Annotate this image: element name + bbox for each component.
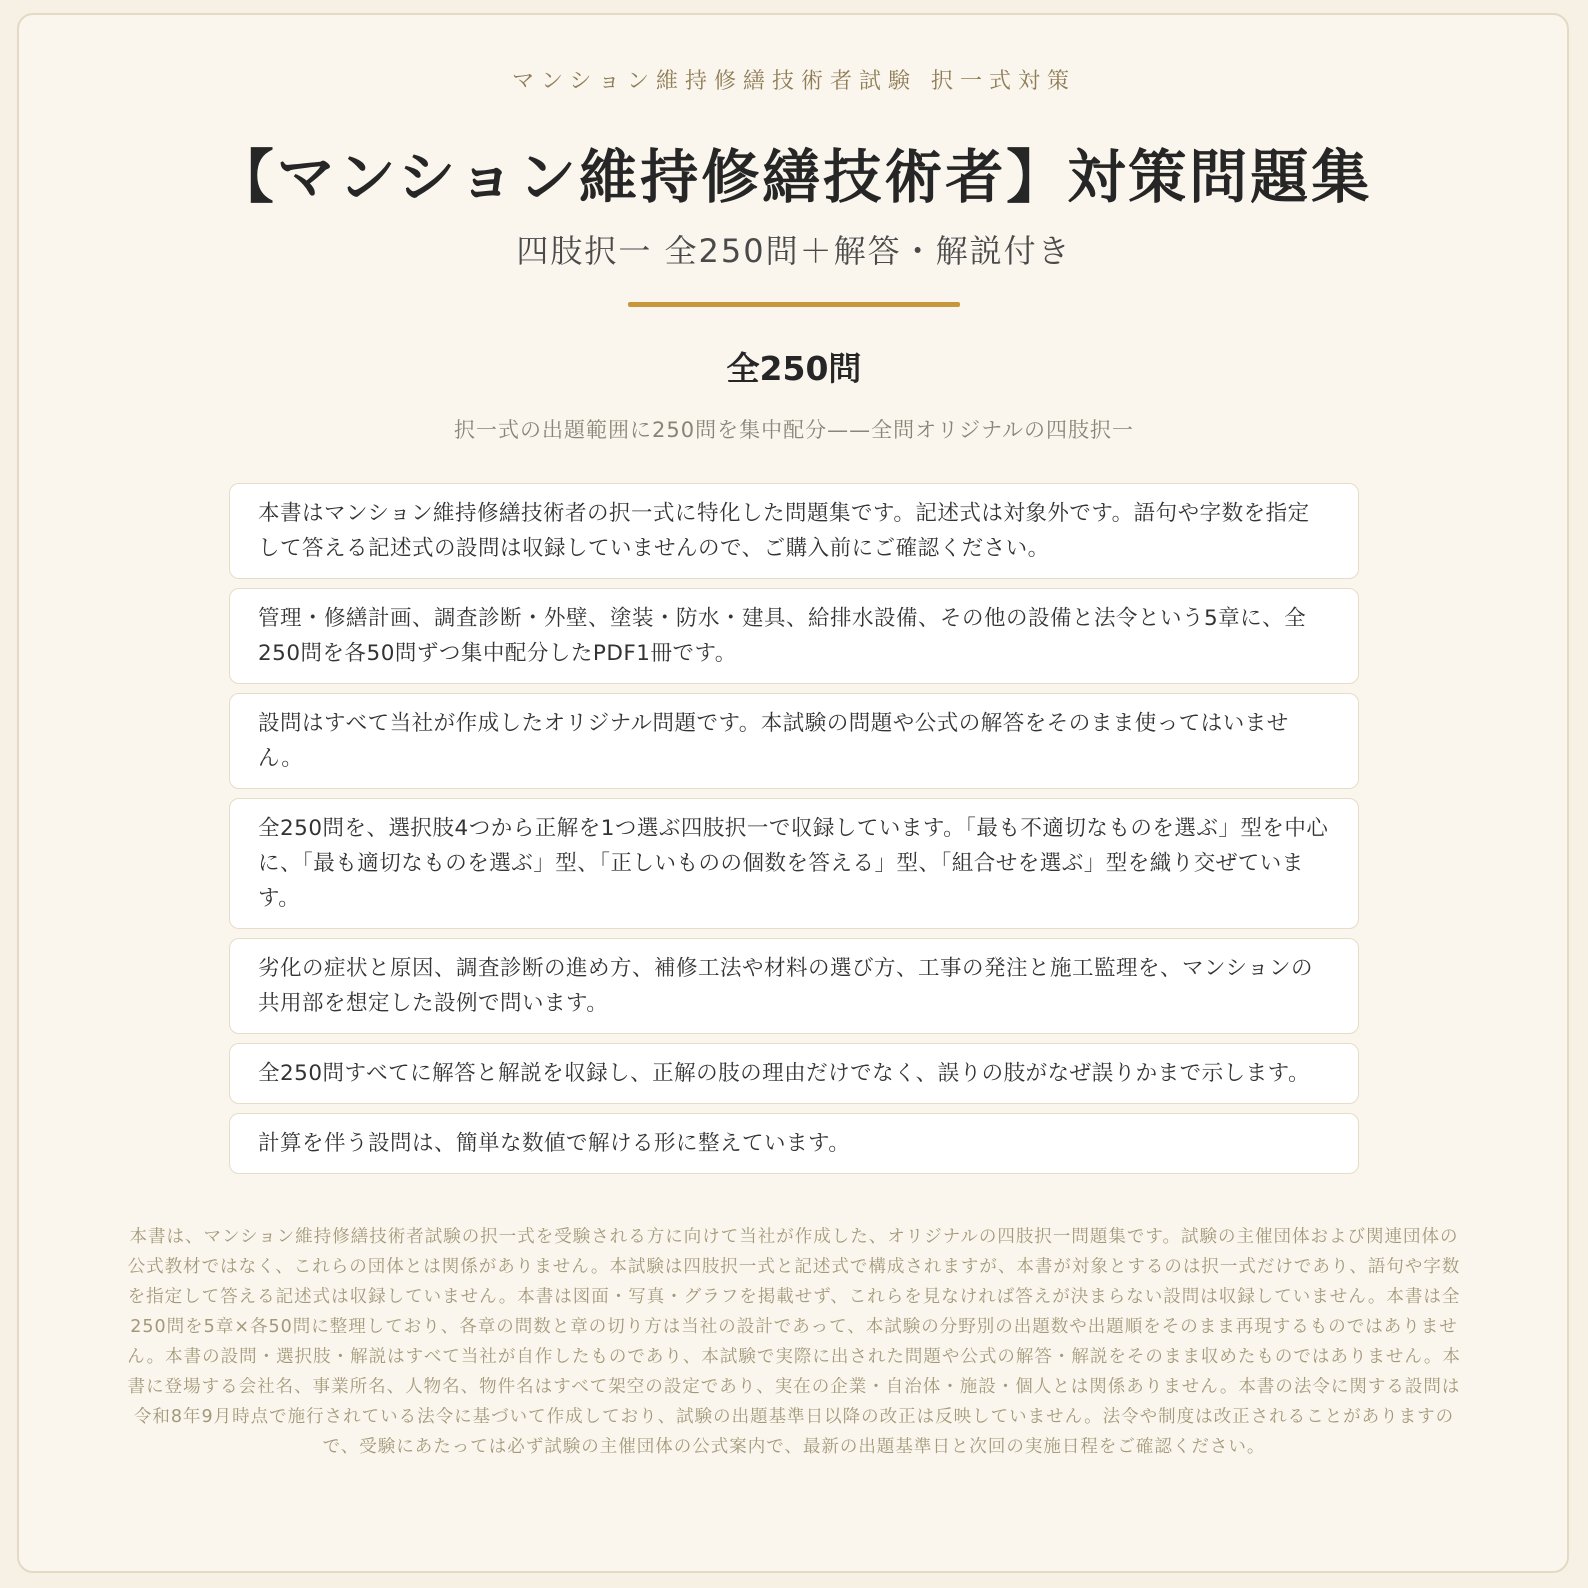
feature-card: 全250問すべてに解答と解説を収録し、正解の肢の理由だけでなく、誤りの肢がなぜ誤りかまで示します。 <box>229 1043 1359 1104</box>
page-subtitle: 四肢択一 全250問＋解答・解説付き <box>516 232 1072 270</box>
feature-card: 管理・修繕計画、調査診断・外壁、塗装・防水・建具、給排水設備、その他の設備と法令という5章に、全250問を各50問ずつ集中配分したPDF1冊です。 <box>229 588 1359 684</box>
feature-card: 劣化の症状と原因、調査診断の進め方、補修工法や材料の選び方、工事の発注と施工監理を、マンションの共用部を想定した設例で問います。 <box>229 938 1359 1034</box>
feature-list <box>229 483 1359 1183</box>
tagline: 択一式の出題範囲に250問を集中配分——全問オリジナルの四肢択一 <box>453 418 1135 442</box>
disclaimer-text: 本書は、マンション維持修繕技術者試験の択一式を受験される方に向けて当社が作成した、オリジナルの四肢択一問題集です。試験の主催団体および関連団体の公式教材ではなく、これらの団体とは関係がありません。本試験は四肢択一式と記述式で構成されますが、本書が対象とするのは択一式だけであり、語句や字数を指定して答える記述式は収録していません。本書は図面・写真・グラフを掲載せず、これらを見なければ答えが決まらない設問は収録していません。本書は全250問を5章×各50問に整理しており、各章の問数と章の切り方は当社の設計であって、本試験の分野別の出題数や出題順をそのまま再現するものではありません。本書の設問・選択肢・解説はすべて当社が自作したものであり、本試験で実際に出された問題や公式の解答・解説をそのまま収めたものではありません。本書に登場する会社名、事業所名、人物名、物件名はすべて架空の設定であり、実在の企業・自治体・施設・個人とは関係ありません。本書の法令に関する設問は令和8年9月時点で施行されている法令に基づいて作成しており、試験の出題基準日以降の改正は反映していません。法令や制度は改正されることがありますので、受験にあたっては必ず試験の主催団体の公式案内で、最新の出題基準日と次回の実施日程をご確認ください。 <box>127 1227 1461 1457</box>
question-count: 全250問 <box>726 349 862 388</box>
eyebrow-text: マンション維持修繕技術者試験 択一式対策 <box>511 69 1076 94</box>
feature-card: 設問はすべて当社が作成したオリジナル問題です。本試験の問題や公式の解答をそのまま使ってはいません。 <box>229 693 1359 789</box>
feature-card: 本書はマンション維持修繕技術者の択一式に特化した問題集です。記述式は対象外です。語句や字数を指定して答える記述式の設問は収録していませんので、ご購入前にご確認ください。 <box>229 483 1359 579</box>
feature-card: 全250問を、選択肢4つから正解を1つ選ぶ四肢択一で収録しています。「最も不適切なものを選ぶ」型を中心に、「最も適切なものを選ぶ」型、「正しいものの個数を答える」型、「組合せを選ぶ」型を織り交ぜています。 <box>229 798 1359 929</box>
page-title: 【マンション維持修繕技術者】対策問題集 <box>215 143 1373 211</box>
gold-divider <box>628 302 960 307</box>
feature-card: 計算を伴う設問は、簡単な数値で解ける形に整えています。 <box>229 1113 1359 1174</box>
